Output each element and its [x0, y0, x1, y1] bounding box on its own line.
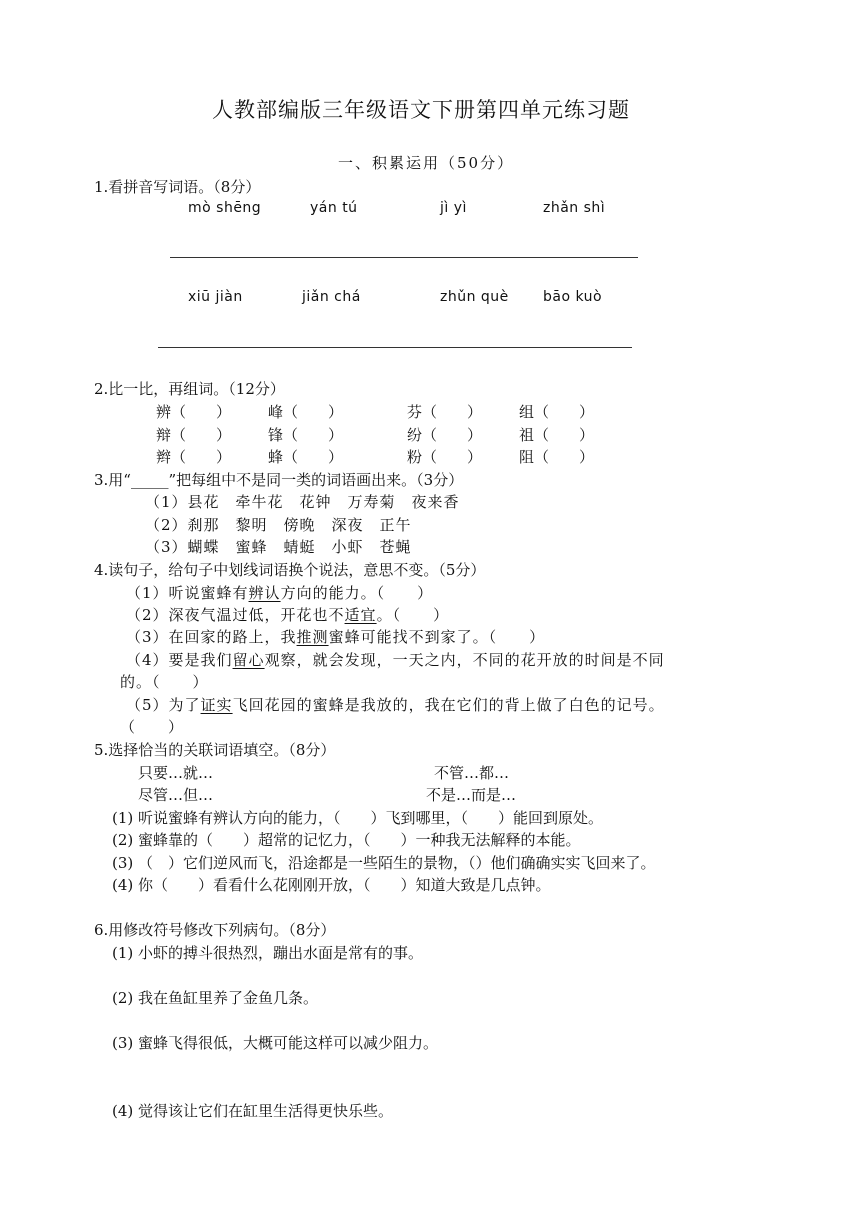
q2-heading: 2.比一比，再组词。（12分） — [94, 380, 285, 398]
pinyin-7: zhǔn què — [440, 289, 509, 305]
q2-cell: 纷（ ） — [407, 426, 483, 444]
q2-cell: 阻（ ） — [519, 448, 595, 466]
q5-heading: 5.选择恰当的关联词语填空。（8分） — [94, 741, 336, 759]
q3-item: （2）刹那 黎明 傍晚 深夜 正午 — [145, 516, 412, 534]
q5-option: 不是…而是… — [426, 786, 517, 804]
q5-option: 尽管…但… — [138, 786, 214, 804]
q3-item: （3）蝴蝶 蜜蜂 蜻蜓 小虾 苍蝇 — [145, 538, 412, 556]
q2-cell: 辨（ ） — [156, 403, 232, 421]
q5-item: (1) 听说蜜蜂有辨认方向的能力，（ ）飞到哪里，（ ）能回到原处。 — [112, 809, 604, 827]
q4-sentence-4: （4）要是我们留心观察，就会发现，一天之内，不同的花开放的时间是不同 — [126, 651, 665, 669]
q3-heading: 3.用“_____”把每组中不是同一类的词语画出来。（3分） — [94, 471, 464, 489]
answer-line-2[interactable] — [158, 347, 632, 348]
q2-cell: 粉（ ） — [407, 448, 483, 466]
q1-heading: 1.看拼音写词语。（8分） — [94, 178, 261, 196]
q5-option: 只要…就… — [138, 764, 214, 782]
q4-sentence-4-cont: 的。（ ） — [120, 673, 209, 691]
pinyin-8: bāo kuò — [543, 289, 603, 305]
q6-item: (1) 小虾的搏斗很热烈，蹦出水面是常有的事。 — [112, 944, 424, 962]
pinyin-2: yán tú — [310, 200, 358, 216]
q2-cell: 峰（ ） — [268, 403, 344, 421]
q6-item: (2) 我在鱼缸里养了金鱼几条。 — [112, 989, 319, 1007]
q4-sentence-5-cont: （ ） — [120, 718, 185, 736]
pinyin-4: zhǎn shì — [543, 200, 606, 216]
q2-cell: 锋（ ） — [268, 426, 344, 444]
q5-item: (2) 蜜蜂靠的（ ）超常的记忆力，（ ）一种我无法解释的本能。 — [112, 831, 581, 849]
q4-sentence-5: （5）为了证实飞回花园的蜜蜂是我放的，我在它们的背上做了白色的记号。 — [126, 696, 665, 714]
pinyin-1: mò shēng — [188, 200, 262, 216]
q3-item: （1）县花 牵牛花 花钟 万寿菊 夜来香 — [145, 493, 460, 511]
q6-item: (3) 蜜蜂飞得很低，大概可能这样可以减少阻力。 — [112, 1034, 439, 1052]
page-title: 人教部编版三年级语文下册第四单元练习题 — [212, 98, 630, 122]
q5-item: (3) （ ）它们逆风而飞，沿途都是一些陌生的景物，（）他们确确实实飞回来了。 — [112, 854, 656, 872]
q2-cell: 祖（ ） — [519, 426, 595, 444]
q2-cell: 组（ ） — [519, 403, 595, 421]
answer-line-1[interactable] — [170, 257, 638, 258]
q2-cell: 辩（ ） — [156, 426, 232, 444]
pinyin-3: jì yì — [440, 200, 467, 216]
q5-item: (4) 你（ ）看看什么花刚刚开放，（ ）知道大致是几点钟。 — [112, 876, 551, 894]
q4-sentence-3: （3）在回家的路上，我推测蜜蜂可能找不到家了。（ ） — [126, 628, 546, 646]
section-heading: 一、积累运用（50分） — [338, 154, 515, 172]
q2-cell: 蜂（ ） — [268, 448, 344, 466]
q4-heading: 4.读句子，给句子中划线词语换个说法，意思不变。（5分） — [94, 561, 486, 579]
pinyin-6: jiǎn chá — [302, 289, 361, 305]
q2-cell: 辫（ ） — [156, 448, 232, 466]
q6-item: (4) 觉得该让它们在缸里生活得更快乐些。 — [112, 1102, 394, 1120]
pinyin-5: xiū jiàn — [188, 289, 243, 305]
q4-sentence-1: （1）听说蜜蜂有辨认方向的能力。（ ） — [126, 584, 434, 602]
q2-cell: 芬（ ） — [407, 403, 483, 421]
q5-option: 不管…都… — [434, 764, 510, 782]
q4-sentence-2: （2）深夜气温过低，开花也不适宜。（ ） — [126, 606, 450, 624]
q6-heading: 6.用修改符号修改下列病句。（8分） — [94, 921, 336, 939]
